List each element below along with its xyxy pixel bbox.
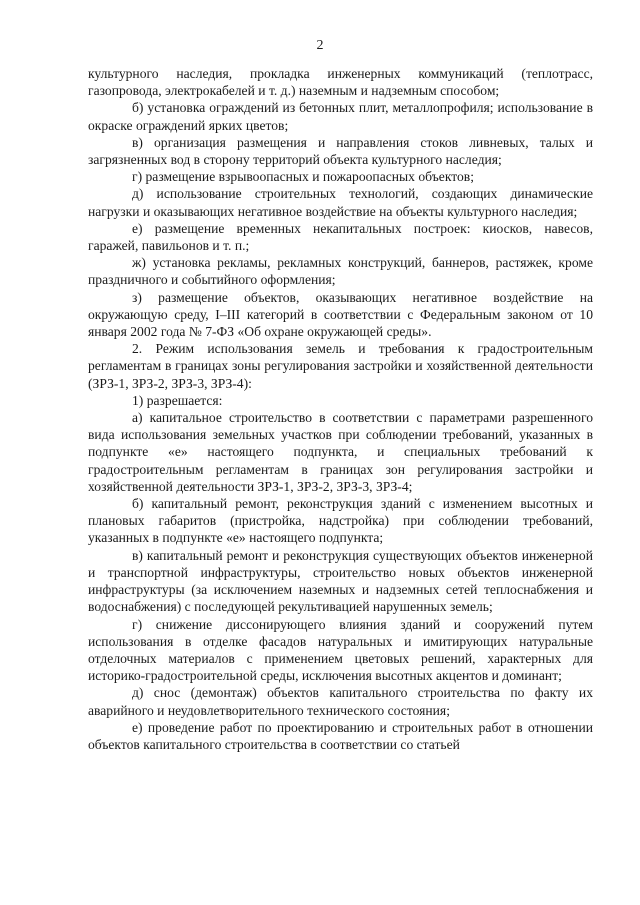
document-body (88, 65, 593, 753)
paragraph: в) организация размещения и направления стоков ливневых, талых и загрязненных вод в сторону территорий объекта культурного наследия; (88, 134, 593, 168)
paragraph: д) использование строительных технологий, создающих динамические нагрузки и оказывающих негативное воздействие на объекты культурного наследия; (88, 186, 593, 219)
paragraph: 2. Режим использования земель и требования к градостроительным регламентам в границах зоны регулирования застройки и хозяйственной деятельности (ЗРЗ-1, ЗРЗ-2, ЗРЗ-3, ЗРЗ-4): (88, 341, 593, 391)
paragraph: в) капитальный ремонт и реконструкция существующих объектов инженерной и транспортной инфраструктуры, строительство новых объектов инженерной инфраструктуры (за исключением наземных и надземных сетей теплоснабжения и водоснабжения) с последующей рекультивацией нарушенных земель; (88, 547, 593, 615)
paragraph: 1) разрешается: (132, 392, 223, 408)
paragraph: культурного наследия, прокладка инженерных коммуникаций (теплотрасс, газопровода, электрокабелей и т. д.) наземным и надземным способом; (88, 66, 593, 99)
paragraph: г) размещение взрывоопасных и пожароопасных объектов; (132, 169, 474, 185)
paragraph: а) капитальное строительство в соответствии с параметрами разрешенного вида использования земельных участков при соблюдении требований, указанных в подпункте «е» настоящего подпункта, и специальных требований к градостроительным регламентам в границах зон регулирования застройки и хозяйственной деятельности ЗРЗ-1, ЗРЗ-2, ЗРЗ-3, ЗРЗ-4; (88, 410, 593, 494)
paragraph: ж) установка рекламы, рекламных конструкций, баннеров, растяжек, кроме праздничного и событийного оформления; (88, 255, 593, 288)
paragraph: е) проведение работ по проектированию и строительных работ в отношении объектов капитального строительства в соответствии со статьей (88, 719, 593, 752)
paragraph: б) капитальный ремонт, реконструкция зданий с изменением высотных и плановых габаритов (пристройка, надстройка) при соблюдении требований, указанных в подпункте «е» настоящего подпункта; (88, 496, 593, 546)
paragraph: б) установка ограждений из бетонных плит, металлопрофиля; использование в окраске ограждений ярких цветов; (88, 100, 593, 133)
paragraph: з) размещение объектов, оказывающих негативное воздействие на окружающую среду, I–III категорий в соответствии с Федеральным законом от 10 января 2002 года № 7-ФЗ «Об охране окружающей среды». (88, 289, 593, 340)
paragraph: д) снос (демонтаж) объектов капитального строительства по факту их аварийного и неудовлетворительного технического состояния; (88, 685, 593, 718)
paragraph: г) снижение диссонирующего влияния зданий и сооружений путем использования в отделке фасадов натуральных и имитирующих натуральные отделочных материалов с применением цветовых решений, характерных для историко-градостроительной среды, исключения высотных акцентов и доминант; (88, 616, 593, 684)
page-number: 2 (316, 38, 324, 53)
paragraph: е) размещение временных некапитальных построек: киосков, навесов, гаражей, павильонов и т. п.; (88, 220, 593, 254)
